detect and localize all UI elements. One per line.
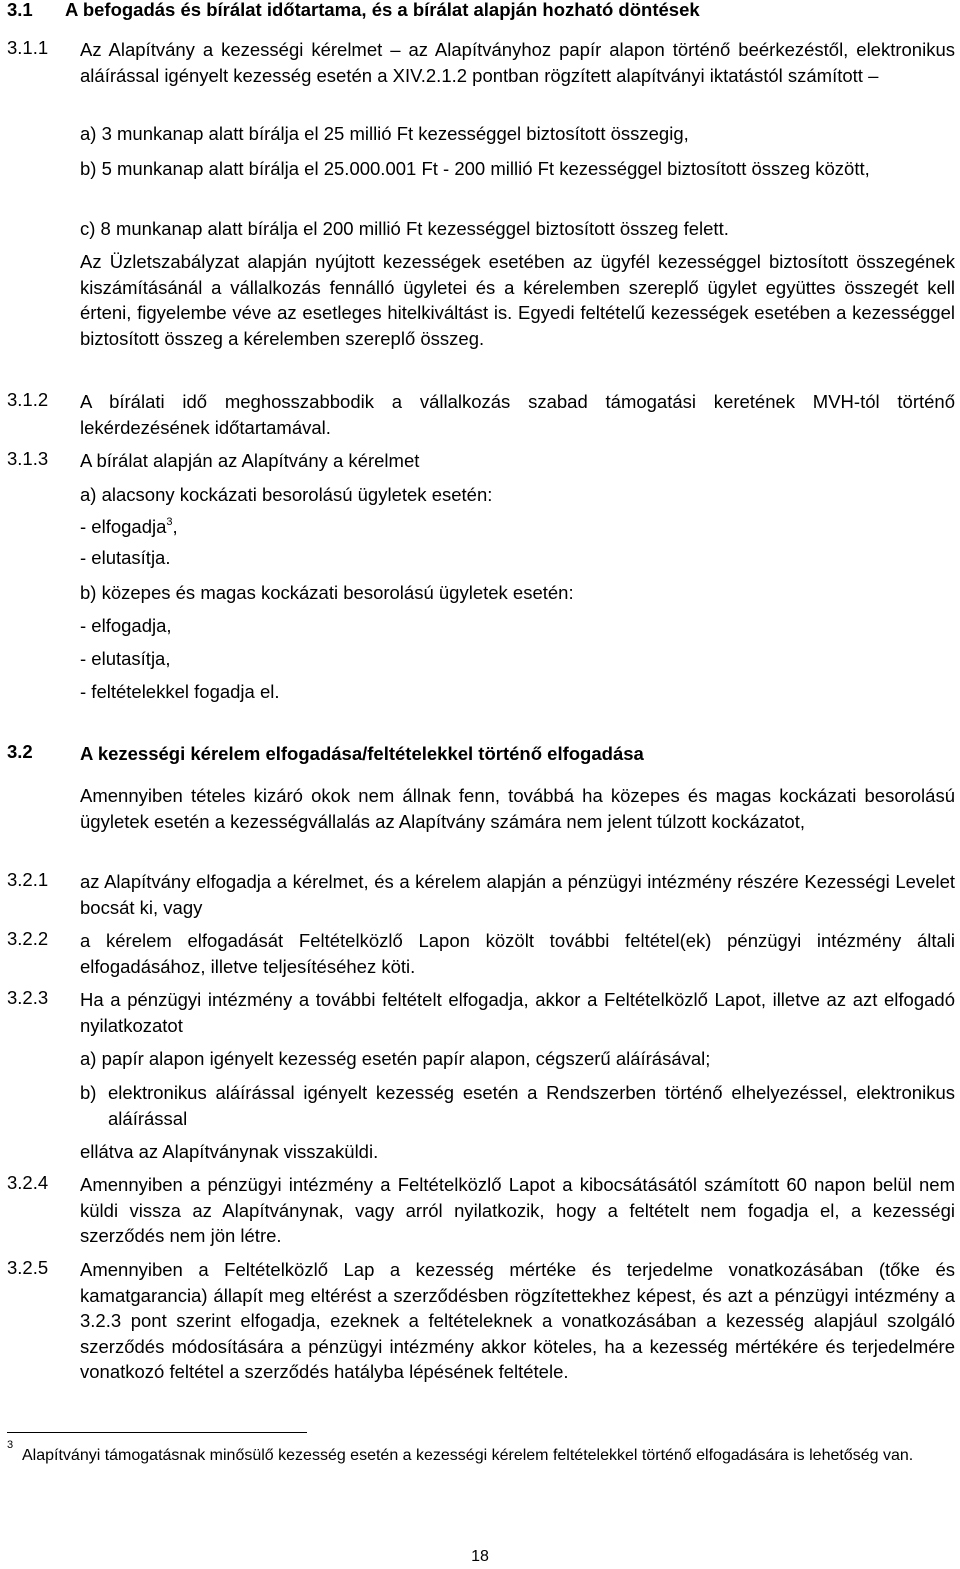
- list-item: - elutasítja,: [80, 648, 171, 669]
- paragraph-3-1-3: A bírálat alapján az Alapítvány a kérelmet: [80, 450, 420, 471]
- page-number: 18: [471, 1548, 489, 1565]
- section-number: 3.1: [7, 0, 33, 20]
- list-item: - feltételekkel fogadja el.: [80, 681, 280, 702]
- list-item-punctuation: ,: [172, 516, 178, 537]
- paragraph-3-1-2: A bírálati idő meghosszabbodik a vállalkozás szabad támogatási keretének MVH-tól történő lekérdezésének időtartamával.: [80, 391, 955, 438]
- list-item-b: elektronikus aláírással igényelt kezesség esetén a Rendszerben történő elhelyezéssel, elektronikus aláírással: [108, 1082, 955, 1129]
- section-3-1-heading: [7, 0, 700, 21]
- list-item: - elfogadja,: [80, 615, 172, 636]
- section-3-2-heading: A kezességi kérelem elfogadása/feltételekkel történő elfogadása: [80, 743, 644, 764]
- paragraph-number: 3.2.1: [7, 869, 49, 890]
- paragraph-number: 3.1.3: [7, 448, 49, 469]
- list-item-a: a) papír alapon igényelt kezesség esetén papír alapon, cégszerű aláírásával;: [80, 1048, 711, 1069]
- paragraph-number: 3.2.5: [7, 1257, 49, 1278]
- footnote-text: Alapítványi támogatásnak minősülő kezesség esetén a kezességi kérelem feltételekkel történő elfogadására is lehetőség van.: [22, 1447, 914, 1464]
- section-3-2-intro: Amennyiben tételes kizáró okok nem állnak fenn, továbbá ha közepes és magas kockázati besorolású ügyletek esetén a kezességvállalás az Alapítvány számára nem jelent túlzott kockázatot,: [80, 785, 955, 832]
- section-title: A befogadás és bírálat időtartama, és a bírálat alapján hozható döntések: [65, 0, 700, 20]
- footnote-mark: 3: [7, 1439, 14, 1451]
- paragraph-number: 3.2.3: [7, 987, 49, 1008]
- list-item-c: c) 8 munkanap alatt bírálja el 200 millió Ft kezességgel biztosított összeg felett.: [80, 218, 729, 239]
- paragraph-3-2-3: Ha a pénzügyi intézmény a további feltételt elfogadja, akkor a Feltételközlő Lapot, illetve az azt elfogadó nyilatkozatot: [80, 989, 955, 1036]
- list-item-text: - elfogadja: [80, 516, 167, 537]
- list-item-a: a) 3 munkanap alatt bírálja el 25 millió Ft kezességgel biztosított összegig,: [80, 123, 689, 144]
- list-item: - elutasítja.: [80, 547, 171, 568]
- footnote-reference[interactable]: 3: [166, 516, 173, 528]
- paragraph-3-2-4: Amennyiben a pénzügyi intézmény a Feltételközlő Lapot a kibocsátásától számított 60 napon belül nem küldi vissza az Alapítványnak, vagy arról nyilatkozik, hogy a feltételt nem fogadja el, a kezességi szerződés nem jön létre.: [80, 1174, 955, 1246]
- list-item-b-label: b): [80, 1082, 97, 1103]
- footnote-separator: [7, 1432, 307, 1433]
- paragraph-3-2-2: a kérelem elfogadását Feltételközlő Lapon közölt további feltétel(ek) pénzügyi intézmény általi elfogadásához, illetve teljesítéséhez köti.: [80, 930, 955, 977]
- section-number: 3.2: [7, 741, 33, 762]
- paragraph-3-2-1: az Alapítvány elfogadja a kérelmet, és a kérelem alapján a pénzügyi intézmény részére Kezességi Levelet bocsát ki, vagy: [80, 871, 955, 918]
- paragraph-number: 3.1.2: [7, 389, 49, 410]
- paragraph-3-2-5: Amennyiben a Feltételközlő Lap a kezesség mértéke és terjedelme vonatkozásában (tőke és kamatgarancia) állapít meg eltérést a szerződésben rögzítettekhez képest, és azt a pénzügyi intézmény a 3.2.3 pont szerint elfogadja, ezeknek a feltételeknek a vonatkozásában a kezesség alapjául szolgáló szerződés módosítására a pénzügyi intézmény akkor köteles, ha a kezesség mértékére és terjedelmére vonatkozó feltétel a szerződés hatályba lépésének feltétele.: [80, 1259, 955, 1382]
- paragraph-3-1-1-extra: Az Üzletszabályzat alapján nyújtott kezességek esetében az ügyfél kezességgel biztosított összegének kiszámításánál a vállalkozás fennálló ügyletei és a kérelemben szereplő ügylet együttes összegét kell érteni, figyelembe véve az esetleges hitelkiváltást is. Egyedi feltételű kezességek esetében a kezességgel biztosított összeg a kérelemben szereplő összeg.: [80, 251, 955, 349]
- paragraph-number: 3.1.1: [7, 37, 49, 58]
- list-item-b: b) 5 munkanap alatt bírálja el 25.000.001 Ft - 200 millió Ft kezességgel biztosított összeg között,: [80, 158, 870, 179]
- paragraph-number: 3.2.2: [7, 928, 49, 949]
- list-heading-b: b) közepes és magas kockázati besorolású ügyletek esetén:: [80, 582, 574, 603]
- paragraph-number: 3.2.4: [7, 1172, 49, 1193]
- paragraph-3-1-1: Az Alapítvány a kezességi kérelmet – az Alapítványhoz papír alapon történő beérkezéstől, elektronikus aláírással igényelt kezesség esetén a XIV.2.1.2 pontban rögzített alapítványi iktatástól számított –: [80, 39, 955, 86]
- list-heading-a: a) alacsony kockázati besorolású ügyletek esetén:: [80, 484, 493, 505]
- list-item: [80, 514, 178, 540]
- paragraph-3-2-3-end: ellátva az Alapítványnak visszaküldi.: [80, 1141, 379, 1162]
